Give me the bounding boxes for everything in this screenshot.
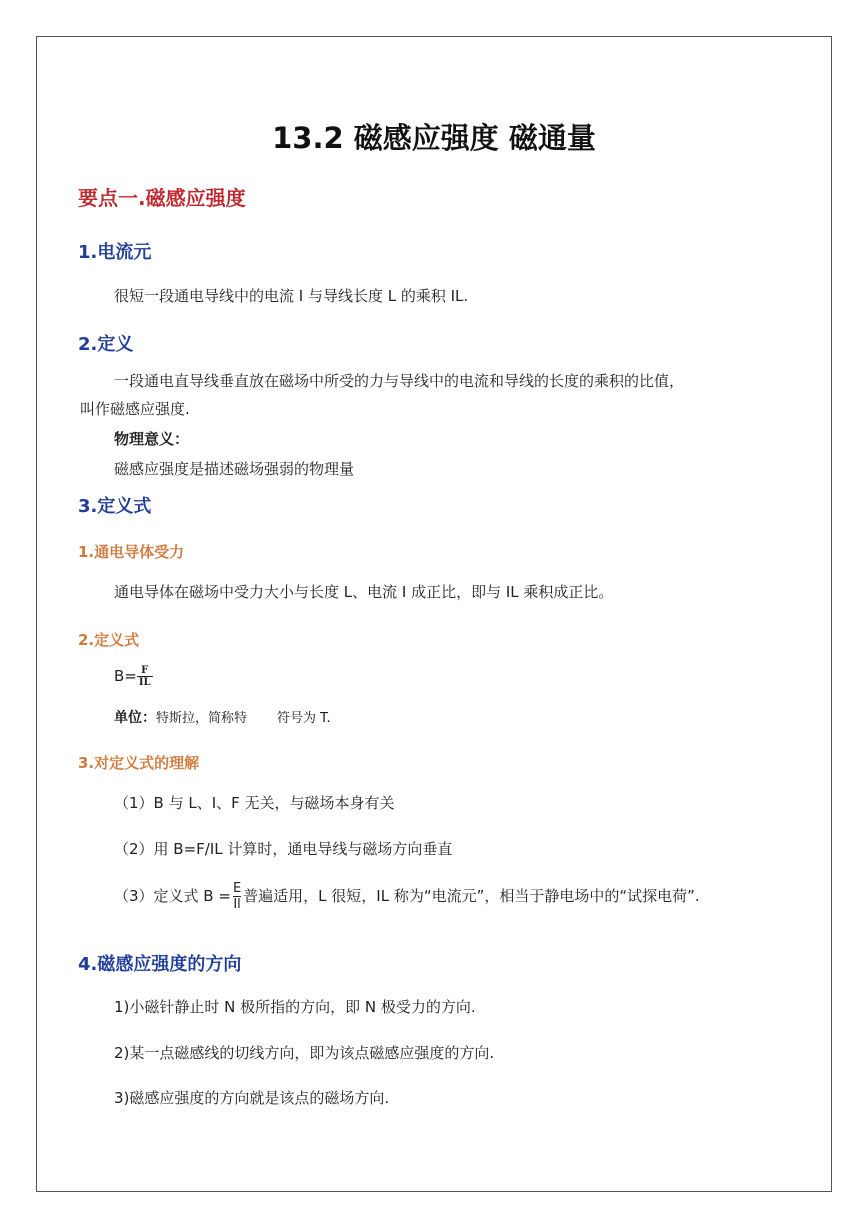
item3-denominator: Il — [233, 897, 241, 912]
physical-meaning-text: 磁感应强度是描述磁场强弱的物理量 — [114, 460, 355, 478]
formula-numerator: F — [141, 665, 149, 676]
formula-subheading-definition: 2.定义式 — [78, 631, 140, 649]
formula-denominator: IL — [138, 677, 151, 688]
page-title: 13.2 磁感应强度 磁通量 — [272, 121, 596, 155]
subsection-heading-formula: 3.定义式 — [78, 496, 152, 517]
subsection-heading-current-element: 1.电流元 — [78, 242, 152, 263]
definition-text-line1: 一段通电直导线垂直放在磁场中所受的力与导线中的电流和导线的长度的乘积的比值， — [114, 372, 685, 390]
definition-formula — [114, 665, 153, 688]
current-element-text: 很短一段通电导线中的电流 I 与导线长度 L 的乘积 IL. — [114, 287, 469, 305]
formula-lhs: B= — [114, 667, 137, 685]
direction-item-3: 3)磁感应强度的方向就是该点的磁场方向. — [114, 1089, 390, 1107]
item3-suffix: 普遍适用，L 很短，IL 称为“电流元”，相当于静电场中的“试探电荷”. — [243, 887, 700, 905]
force-text: 通电导体在磁场中受力大小与长度 L、电流 I 成正比，即与 IL 乘积成正比。 — [114, 583, 614, 601]
direction-item-1: 1)小磁针静止时 N 极所指的方向，即 N 极受力的方向. — [114, 998, 476, 1016]
symbol-text: 符号为 T. — [277, 711, 331, 726]
definition-text-line2: 叫作磁感应强度. — [80, 400, 190, 418]
formula-fraction — [137, 665, 153, 688]
section-heading-1: 要点一.磁感应强度 — [78, 186, 246, 210]
item3-fraction — [233, 881, 241, 912]
direction-item-2: 2)某一点磁感线的切线方向，即为该点磁感应强度的方向. — [114, 1044, 495, 1062]
unit-line — [114, 707, 331, 727]
subsection-heading-direction: 4.磁感应强度的方向 — [78, 954, 242, 975]
formula-subheading-force: 1.通电导体受力 — [78, 543, 185, 561]
physical-meaning-label: 物理意义： — [114, 430, 190, 448]
subsection-heading-definition: 2.定义 — [78, 334, 134, 355]
item3-prefix: （3）定义式 B = — [114, 887, 231, 905]
understanding-item-1: （1）B 与 L、I、F 无关，与磁场本身有关 — [114, 794, 395, 812]
understanding-item-3 — [114, 881, 700, 912]
item3-numerator: E — [232, 881, 242, 896]
formula-subheading-understanding: 3.对定义式的理解 — [78, 754, 200, 772]
unit-text: 特斯拉，简称特 — [156, 711, 248, 726]
unit-label: 单位： — [114, 710, 156, 726]
understanding-item-2: （2）用 B=F/IL 计算时，通电导线与磁场方向垂直 — [114, 840, 453, 858]
